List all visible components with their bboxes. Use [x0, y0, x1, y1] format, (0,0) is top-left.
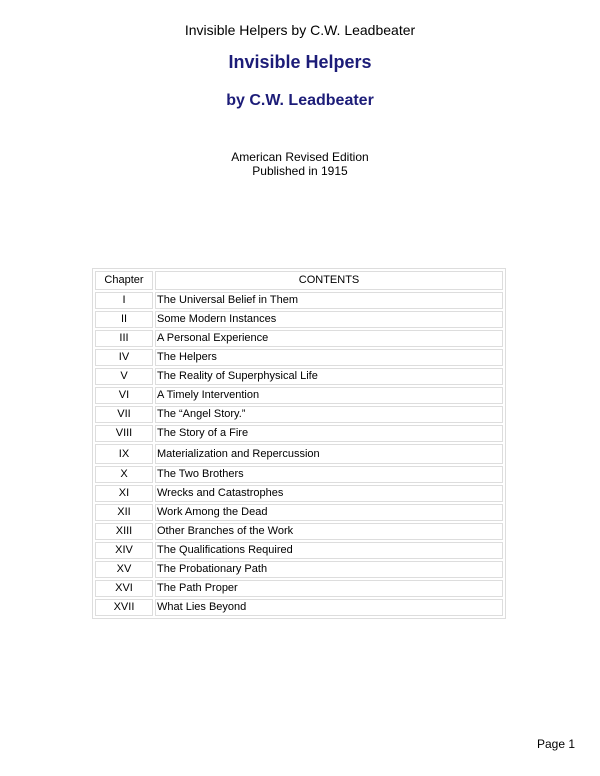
chapter-number: V: [95, 368, 153, 385]
contents-header: CONTENTS: [155, 271, 503, 290]
table-row: [95, 444, 503, 464]
table-row: [95, 580, 503, 597]
chapter-title-link[interactable]: The Qualifications Required: [155, 542, 503, 559]
table-of-contents: [92, 268, 506, 619]
table-row: [95, 349, 503, 366]
edition-info: [0, 150, 600, 178]
chapter-number: XV: [95, 561, 153, 578]
chapter-header: Chapter: [95, 271, 153, 290]
edition: American Revised Edition: [231, 150, 369, 164]
published-year: Published in 1915: [252, 164, 348, 178]
table-row: [95, 292, 503, 309]
chapter-title-link[interactable]: The Probationary Path: [155, 561, 503, 578]
table-row: [95, 485, 503, 502]
chapter-number: XII: [95, 504, 153, 521]
book-author: by C.W. Leadbeater: [226, 92, 374, 109]
chapter-number: XIV: [95, 542, 153, 559]
chapter-title-link[interactable]: The Reality of Superphysical Life: [155, 368, 503, 385]
chapter-title-link[interactable]: Some Modern Instances: [155, 311, 503, 328]
chapter-number: XI: [95, 485, 153, 502]
chapter-title-link[interactable]: The Story of a Fire: [155, 425, 503, 442]
table-row: [95, 311, 503, 328]
table-row: [95, 387, 503, 404]
chapter-number: XIII: [95, 523, 153, 540]
book-title: Invisible Helpers: [228, 52, 372, 72]
table-row: [95, 330, 503, 347]
chapter-number: II: [95, 311, 153, 328]
chapter-number: I: [95, 292, 153, 309]
chapter-title-link[interactable]: The Two Brothers: [155, 466, 503, 483]
table-row: [95, 425, 503, 442]
chapter-title-link[interactable]: The Universal Belief in Them: [155, 292, 503, 309]
table-row: [95, 599, 503, 616]
chapter-title-link[interactable]: A Timely Intervention: [155, 387, 503, 404]
chapter-number: X: [95, 466, 153, 483]
table-row: [95, 504, 503, 521]
chapter-title-link[interactable]: Work Among the Dead: [155, 504, 503, 521]
chapter-title-link[interactable]: The Path Proper: [155, 580, 503, 597]
chapter-title-link[interactable]: What Lies Beyond: [155, 599, 503, 616]
chapter-number: VI: [95, 387, 153, 404]
table-row: [95, 368, 503, 385]
chapter-title-link[interactable]: A Personal Experience: [155, 330, 503, 347]
running-header: Invisible Helpers by C.W. Leadbeater: [184, 22, 416, 38]
page-number: Page 1: [537, 737, 576, 751]
chapter-number: IV: [95, 349, 153, 366]
table-row: [95, 561, 503, 578]
chapter-number: VII: [95, 406, 153, 423]
chapter-number: XVII: [95, 599, 153, 616]
chapter-title-link[interactable]: Materialization and Repercussion: [155, 444, 503, 464]
table-row: [95, 523, 503, 540]
chapter-title-link[interactable]: The Helpers: [155, 349, 503, 366]
table-row: [95, 466, 503, 483]
chapter-number: XVI: [95, 580, 153, 597]
chapter-title-link[interactable]: The “Angel Story.”: [155, 406, 503, 423]
chapter-title-link[interactable]: Wrecks and Catastrophes: [155, 485, 503, 502]
chapter-number: IX: [95, 444, 153, 464]
chapter-title-link[interactable]: Other Branches of the Work: [155, 523, 503, 540]
chapter-number: VIII: [95, 425, 153, 442]
table-row: [95, 406, 503, 423]
table-row: [95, 542, 503, 559]
chapter-number: III: [95, 330, 153, 347]
